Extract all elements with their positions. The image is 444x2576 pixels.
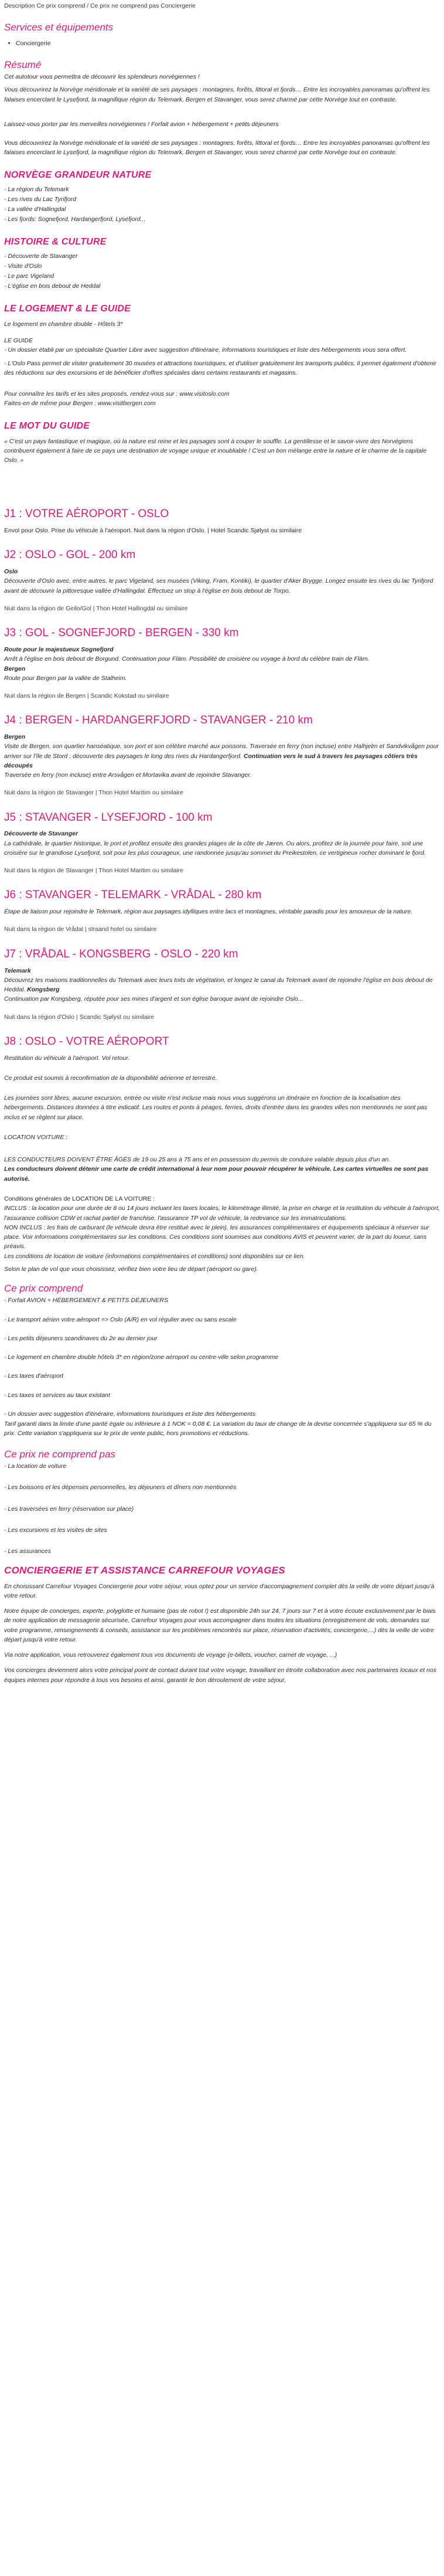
day8-p6: Les conducteurs doivent détenir une carte de crédit international à leur nom pour pouvoir récupérer le véhicule. Les cartes virtuelles ne sont pas autorisé. [4,1165,429,1182]
day6-night: Nuit dans la région de Vrådal | straand hotel ou similaire [4,926,157,933]
culture-list [4,252,440,291]
logement-p3: - L'Oslo Pass permet de visiter gratuitement 30 musées et attractions touristiques, et d'utiliser gratuitement les transports publics. Il permet également d'obtenir des réductions sur des excursions et de bénéficier d'offres spéciales dans certains restaurants et magasins. [4,359,436,376]
logement-p5: Faites-en de même pour Bergen : www.visitbergen.com [4,400,156,407]
noprix-title: Ce prix ne comprend pas [4,1448,115,1460]
culture-title: HISTOIRE & CULTURE [4,236,107,247]
list-item: - Les fjords: Sognefjord, Hardangerfjord, Lysefjord... [4,216,146,223]
day7-title: J7 : VRÅDAL - KONGSBERG - OSLO - 220 km [4,947,238,960]
day8-p5: LES CONDUCTEURS DOIVENT ÊTRE ÂGÉS de 19 ou 25 ans à 75 ans et en possession du permis de conduire valable depuis plus d'un an. [4,1156,391,1164]
list-item: - Les excursions et les visites de sites [4,1526,107,1534]
day8-p3: Les journées sont libres, aucune excursion, entrée ou visite n'est incluse mais nous vous suggérons un itinéraire en fonction de la localisation des hébergements. Distances données à titre indicatif. Les routes et ponts à péages, ferries, droits d'entrée dans les grandes villes non mentionnés ne sont pas inclus et se règlent sur place. [4,1095,428,1121]
day8-p7: Conditions générales de LOCATION DE LA VOITURE : [4,1195,155,1202]
day7-night: Nuit dans la région d'Oslo | Scandic Sjølyst ou similaire [4,1013,155,1021]
day3-text: Arrêt à l'église en bois debout de Borgund. Continuation pour Fläm. Possibilité de croisière ou voyage à bord du célèbre train de Fläm. [4,655,370,663]
day1-title: J1 : VOTRE AÉROPORT - OSLO [4,508,169,521]
day3-title: J3 : GOL - SOGNEFJORD - BERGEN - 330 km [4,627,239,640]
day5-text: La cathédrale, le quartier historique, le port et profitez ensuite des grandes plages de la côte de Jæren. Ou alors, profitez de la journée pour faire, soit une croisière sur le grandiose Lysefjord, soit pour les plus courageux, une randonnée jusqu'au sommet du Preikestolen, ce vertigineux rocher dominant le fjord. [4,840,426,857]
day5-title: J5 : STAVANGER - LYSEFJORD - 100 km [4,811,213,824]
list-item: - Les boissons et les dépenses personnelles, les déjeuners et dîners non mentionnés [4,1484,237,1491]
day4-night: Nuit dans la région de Stavanger | Thon Hotel Maritim ou similaire [4,789,184,797]
day4-text [4,742,440,770]
list-item: - Les rives du Lac Tyrifjord [4,195,76,203]
resume-p4: Vous découvrirez la Norvège méridionale et la variété de ses paysages : montagnes, forêts, littoral et fjords… Entre les incroyables panoramas qu'offrent les falaises encerclant le Lysefjord, la magnifique région du Telemark, Bergen et Stavanger, vous serez charmé par cette Norvège tout en contraste. [4,140,430,157]
day3-place: Route pour le majestueux Sognefjord [4,645,114,653]
motduguide-p1: « C'est un pays fantastique et magique, où la nature est reine et les paysages sont à couper le souffle. La gentillesse et le savoir-vivre des Norvégiens contribuent également à faire de ce pays une destination de voyage unique et inoubliable ! C'est un bon mélange entre la nature et le charme de la capitale Oslo. » [4,437,427,464]
logement-p4: Pour connaître les tarifs et les sites proposés, rendez-vous sur : www.visitoslo.com [4,390,230,398]
day3-text2: Route pour Bergen par la vallée de Stalheim. [4,674,127,682]
day2-title: J2 : OSLO - GOL - 200 km [4,549,136,562]
day7-place: Telemark [4,967,31,974]
list-item: - Les petits déjeuners scandinaves du 2e au dernier jour [4,1334,158,1342]
list-item: - Les taxes d'aéroport [4,1372,64,1380]
conciergerie-p1: En choisissant Carrefour Voyages Conciergerie pour votre séjour, vous optez pour un service d'accompagnement complet dès la veille de votre départ jusqu'à votre retour. [4,1582,435,1599]
resume-p1: Cet autotour vous permettra de découvrir les splendeurs norvégiennes ! [4,73,200,81]
prix-note: Tarif garanti dans la limite d'une parité égale ou inférieure à 1 NOK = 0,08 €. La variation du taux de change de la devise concernée s'appliquera sur 65 % du prix. Cette variation s'appliquera sur le prix de vente public, hors promotions et réductions. [4,1420,432,1437]
resume-p2: Vous découvrirez la Norvège méridionale et la variété de ses paysages : montagnes, forêts, littoral et fjords… Entre les incroyables panoramas qu'offrent les falaises encerclant le Lysefjord, la magnifique région du Telemark, Bergen et Stavanger, vous serez charmé par cette Norvège tout en contraste. [4,86,430,103]
day1-text: Envol pour Oslo. Prise du véhicule à l'aéroport. Nuit dans la région d'Oslo. | Hotel Scandic Sjølyst ou similaire [4,527,302,535]
day8-p4: LOCATION VOITURE : [4,1133,68,1141]
resume-p3: Laissez-vous porter par les merveilles norvégiennes ! Forfait avion + hébergement + petits déjeuners [4,120,279,128]
day4-place: Bergen [4,733,26,741]
list-item: - Le parc Vigeland [4,273,54,280]
list-item: - La location de voiture [4,1462,67,1470]
day3-night: Nuit dans la région de Bergen | Scandic Kokstad ou similaire [4,692,169,700]
logement-p2: - Un dossier établi par un spécialiste Quartier Libre avec suggestion d'itinéraire, informations touristiques et liste des hébergements vous sera offert. [4,346,407,354]
noprix-list [4,1462,440,1556]
list-item: - La vallée d'Hallingdal [4,206,66,213]
list-item: - Visite d'Oslo [4,262,42,270]
list-item: • Conciergerie [16,39,440,48]
nature-title: NORVÈGE GRANDEUR NATURE [4,169,152,180]
list-item: - Le transport aérien votre aéroport => Oslo (A/R) en vol régulier avec ou sans escale [4,1316,237,1323]
day6-text: Étape de liaison pour rejoindre le Telemark, région aux paysages idylliques entre lacs et montagnes, véritable paradis pour les amoureux de la nature. [4,908,413,916]
day8-p8: INCLUS : la location pour une durée de 8 ou 14 jours incluant les taxes locales, le kilométrage illimité, la prise en charge et la restitution du véhicule à l'aéroport, l'assurance collision CDW et rachat partiel de franchise, l'assurance TP vol de véhicule, la redevance sur les immatriculations. [4,1205,440,1222]
motduguide-title: LE MOT DU GUIDE [4,420,90,431]
conciergerie-p2: Notre équipe de concierges, experte, polyglotte et humaine (pas de robot !) est disponible 24h sur 24, 7 jours sur 7 et à votre écoute exclusivement par le biais de notre application de messagerie sécurisée, Carrefour Voyages pour vous accompagner dans toutes les situations (enregistrement de vols, demandes sur votre programme, renseignements & conseils, assistance sur les problèmes rencontrés sur place, réservation d'activités, conciergerie,...) dès la veille de votre départ jusqu'à votre retour. [4,1608,436,1643]
list-item: - Le logement en chambre double hôtels 3* en région/zone aéroport ou centre-ville selon programme [4,1354,279,1361]
day7-text2: Continuation par Kongsberg, réputée pour ses mines d'argent et son église baroque avant de rejoindre Oslo... [4,995,303,1003]
services-list [16,39,440,48]
day2-place: Oslo [4,568,18,576]
list-item: - Les taxes et services au taux existant [4,1391,110,1399]
list-item: - La région du Telemark [4,185,69,193]
services-title: Services et équipements [4,22,114,33]
day5-place: Découverte de Stavanger [4,830,78,838]
conciergerie-title: CONCIERGERIE ET ASSISTANCE CARREFOUR VOYAGES [4,1565,285,1576]
list-item: - Les assurances [4,1548,51,1555]
day7-text-main: Découvrez les maisons traditionnelles du Telemark avec leurs toits de végétation, et longez le canal du Telemark avant de rejoindre l'église en bois debout de Heddal. [4,976,433,994]
prix-title: Ce prix comprend [4,1283,83,1294]
nature-list [4,185,440,225]
logement-p1: Le logement en chambre double - Hôtels 3* [4,320,123,328]
conciergerie-p4: Vos concierges deviennent alors votre principal point de contact durant tout votre voyage, travaillant en étroite collaboration avec nos partenaires locaux et nos équipes internes pour répondre à tous vos besoins et ainsi, garantir le bon déroulement de votre séjour. [4,1667,436,1684]
day8-p9: NON INCLUS : les frais de carburant (le véhicule devra être restitué avec le plein), les assurances complémentaires et équipements spéciaux à réserver sur place. Voir informations complémentaires sur les conditions. Ces conditions sont soumises aux conditions AVIS et peuvent varier, de la part du loueur, sans préavis. [4,1224,429,1250]
list-item: - Découverte de Stavanger [4,252,78,260]
day5-night: Nuit dans la région de Stavanger | Thon Hotel Maritim ou similaire [4,867,184,875]
guide-label: LE GUIDE [4,337,33,345]
tab-bar[interactable]: Description Ce prix comprend / Ce prix ne comprend pas Conciergerie [4,2,196,9]
conciergerie-p3: Via notre application, vous retrouverez également tous vos documents de voyage (e-billets, voucher, carnet de voyage, ...) [4,1651,337,1659]
day4-text2: Traversée en ferry (non incluse) entre Arsvågen et Mortavika avant de rejoindre Stavanger. [4,772,252,779]
day2-night: Nuit dans la région de Geilo/Gol | Thon Hotel Hallingdal ou similaire [4,604,188,612]
day8-p10: Les conditions de location de voiture (informations complémentaires et conditions) sont disponibles sur ce lien. [4,1252,305,1260]
list-item: - Un dossier avec suggestion d'itinéraire, informations touristiques et liste des hébergements [4,1410,256,1418]
day6-title: J6 : STAVANGER - TELEMARK - VRÅDAL - 280 km [4,889,262,902]
logement-title: LE LOGEMENT & LE GUIDE [4,303,131,314]
day8-p2: Ce produit est soumis à reconfirmation de la disponibilité aérienne et terrestre. [4,1074,217,1082]
day7-text [4,976,440,995]
day8-title: J8 : OSLO - VOTRE AÉROPORT [4,1035,169,1048]
day3-place2: Bergen [4,665,26,672]
day8-p11: Selon le plan de vol que vous choisissez, vérifiez bien votre lieu de départ (aéroport ou gare). [4,1265,258,1273]
prix-list [4,1296,440,1419]
day4-title: J4 : BERGEN - HARDANGERFJORD - STAVANGER - 210 km [4,714,313,727]
day4-text-bold: Continuation vers le sud à travers les paysages côtiers très découpés [4,752,418,769]
day7-place2: Kongsberg [27,986,60,994]
day4-text-main: Visite de Bergen, son quartier hanséatique, son port et son célèbre marché aux poissons. Traversée en ferry (non incluse) entre Halhjelm et Sandvikvågen pour arriver sur l'île de Stord ; découverte des paysages le long des rives du Hardangerfjord. [4,743,439,760]
list-item: - Forfait AVION + HÉBERGEMENT & PETITS DÉJEUNERS [4,1297,168,1304]
list-item: - L'église en bois debout de Heddal [4,283,101,290]
list-item: - Les traversées en ferry (réservation sur place) [4,1505,134,1513]
day2-text: Découverte d'Oslo avec, entre autres, le parc Vigeland, ses musées (Viking, Fram, Kontiki), le quartier d'Aker Brygge. Longez ensuite les rives du lac Tyrifjord avant de découvrir la pittoresque vallée d'Hallingdal. Effectuez un stop à l'église en bois debout de Torpo. [4,577,433,594]
resume-title: Résumé [4,59,42,70]
day8-text: Restitution du véhicule à l'aéroport. Vol retour. [4,1054,130,1062]
